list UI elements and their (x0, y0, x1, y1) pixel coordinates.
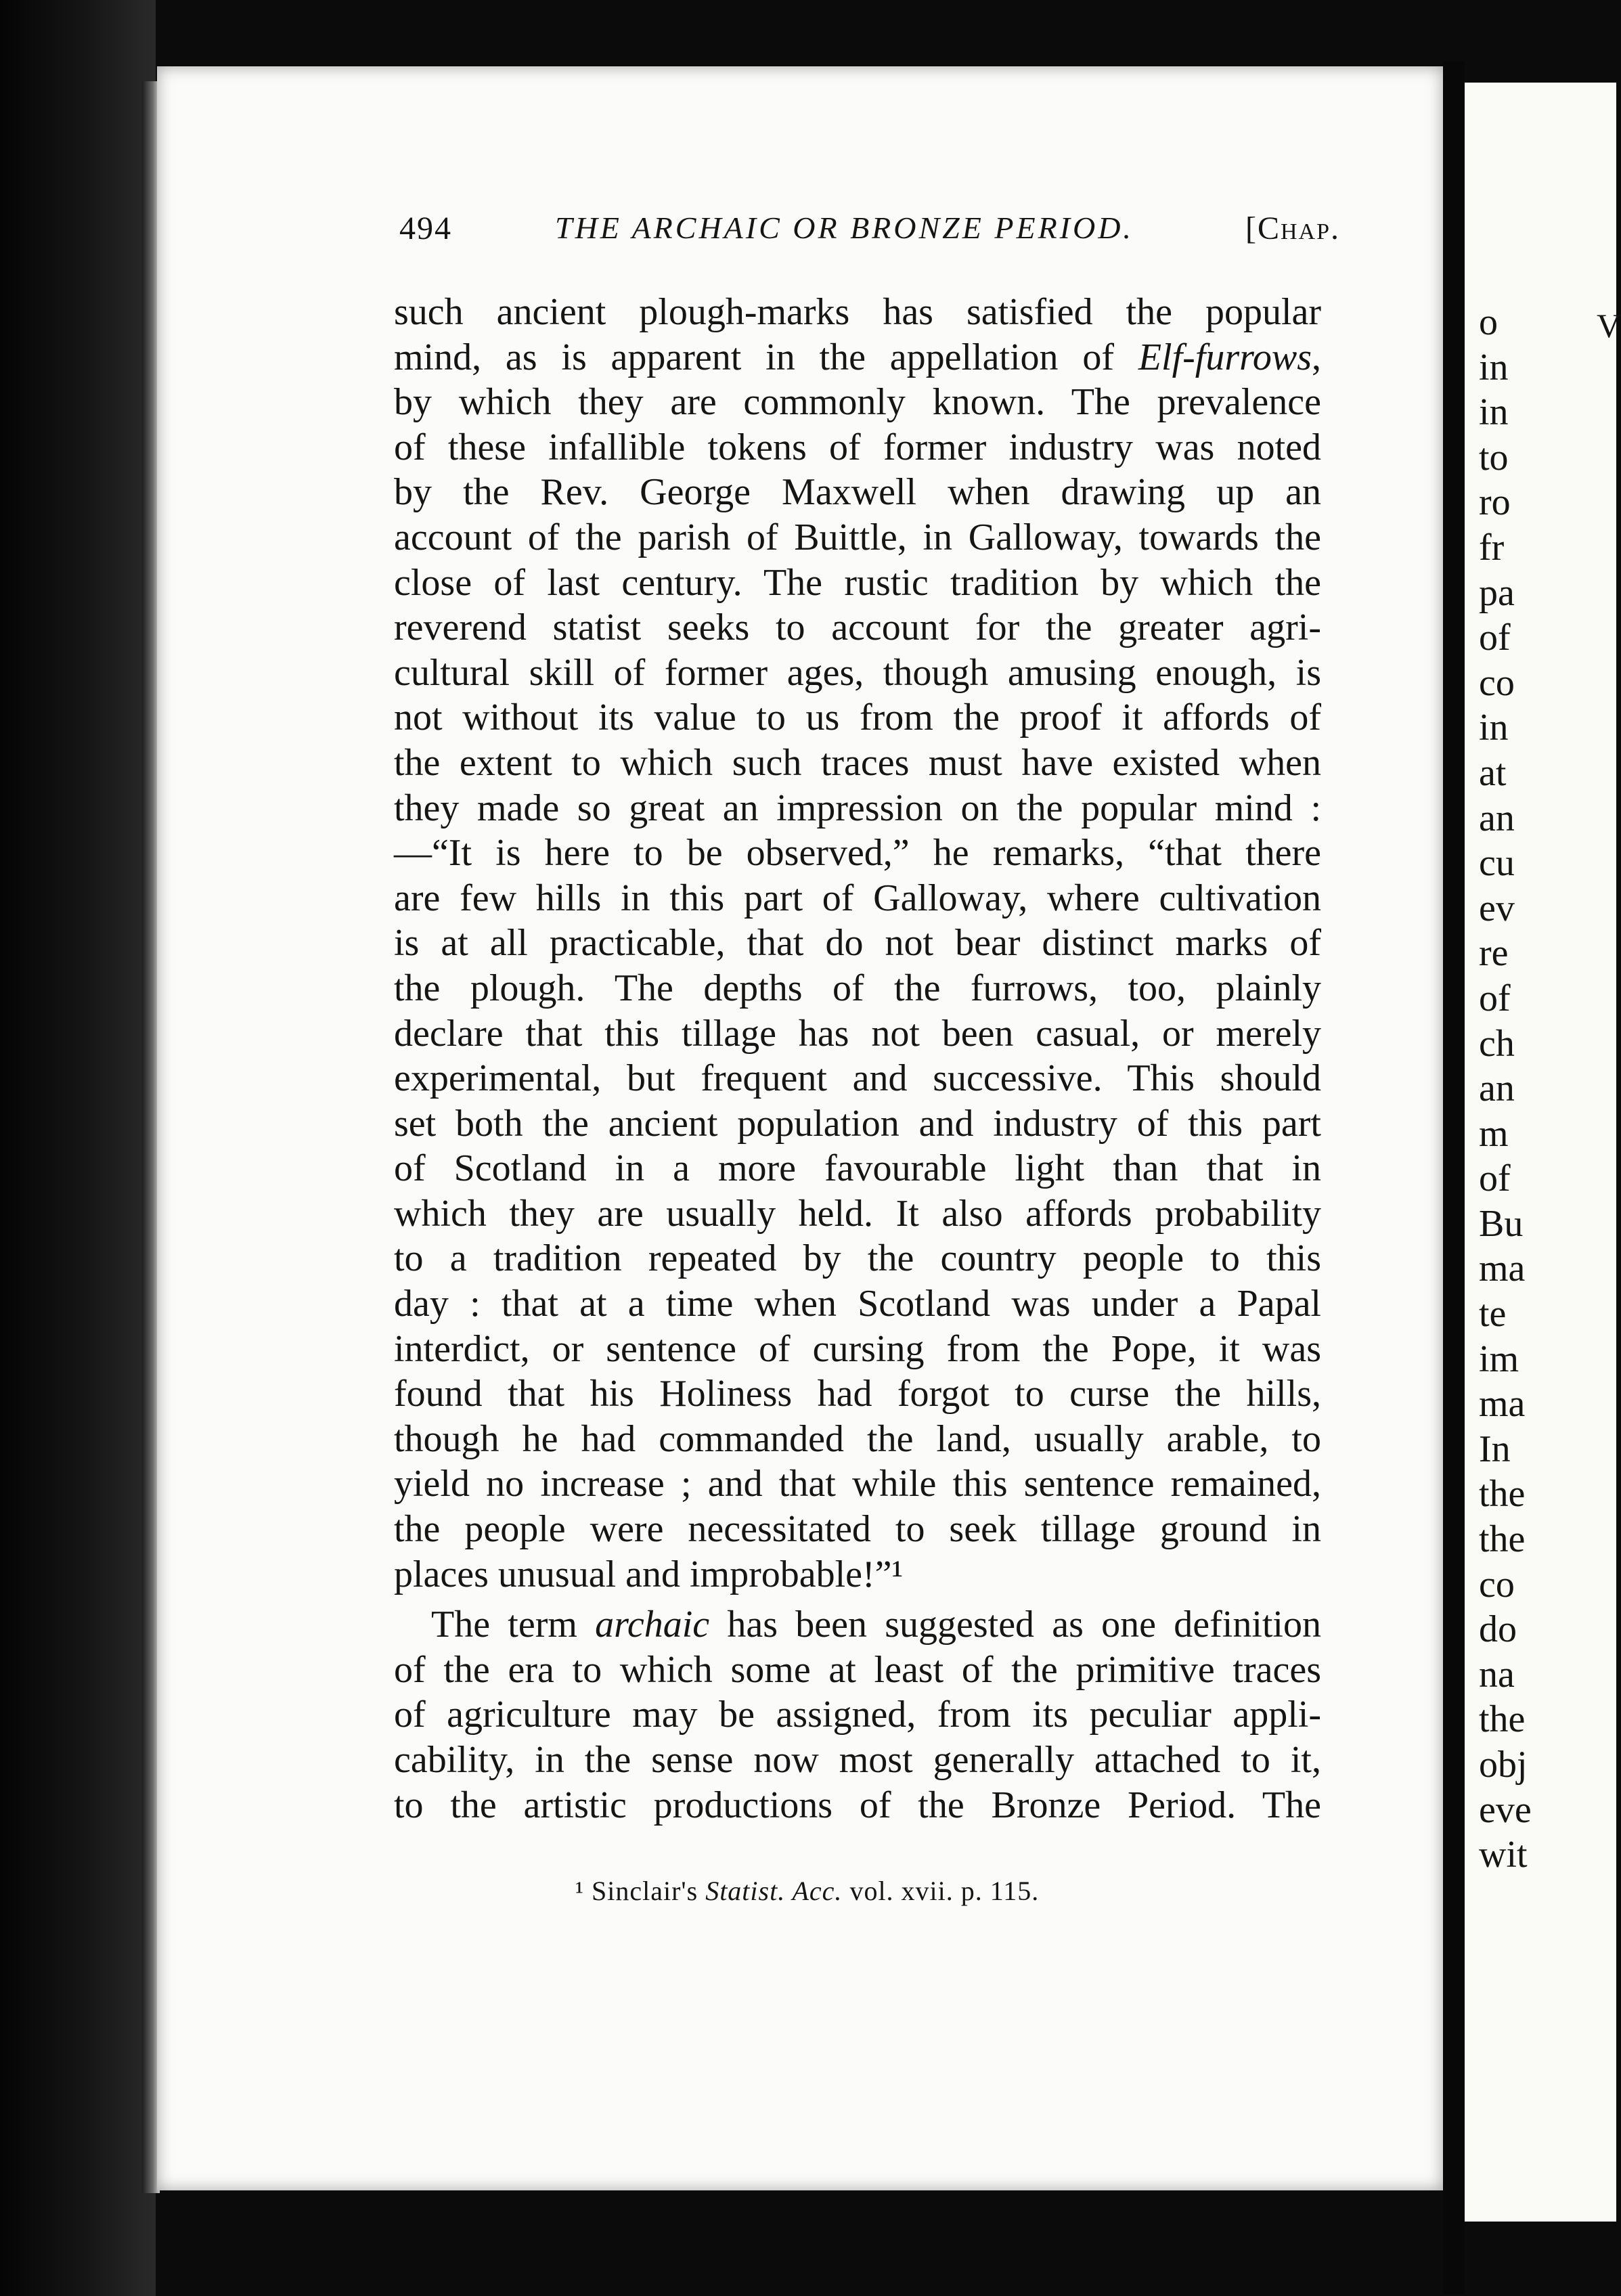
text-line: they made so great an impression on the popular mind : (394, 787, 1321, 829)
facing-page-fragment: obj (1479, 1744, 1528, 1786)
scan-dark-border (0, 0, 156, 2296)
text-line: declare that this tillage has not been casual, or merely (394, 1012, 1321, 1055)
facing-page-fragment: of (1479, 977, 1511, 1019)
facing-page-fragment: co (1479, 661, 1515, 704)
footnote-source: Statist. Acc. (705, 1876, 843, 1906)
facing-page-fragment: in (1479, 707, 1509, 749)
text-line: of the era to which some at least of the primitive traces (394, 1648, 1321, 1691)
text-line: to the artistic productions of the Bronze Period. The (394, 1784, 1321, 1826)
facing-page-fragment: co (1479, 1563, 1515, 1606)
facing-page-fragment: te (1479, 1293, 1507, 1335)
facing-page-fragment: in (1479, 391, 1509, 434)
text-line: found that his Holiness had forgot to curse the hills, (394, 1373, 1321, 1415)
paragraph-1 (394, 290, 1321, 1597)
facing-page-fragment: Bu (1479, 1202, 1524, 1245)
facing-page-fragment: at (1479, 751, 1507, 794)
facing-page-fragment: re (1479, 932, 1509, 975)
text-line: not without its value to us from the proof it affords of (394, 697, 1321, 739)
facing-page-fragment: do (1479, 1608, 1517, 1651)
facing-page-fragment: ma (1479, 1248, 1526, 1290)
facing-page-fragment: ch (1479, 1022, 1515, 1065)
facing-page-fragment: cu (1479, 842, 1515, 885)
text-line: account of the parish of Buittle, in Galloway, towards the (394, 516, 1321, 558)
chapter-marker: [Chap. (1245, 211, 1340, 246)
facing-page-fragment: eve (1479, 1788, 1532, 1831)
text-line: by the Rev. George Maxwell when drawing up an (394, 471, 1321, 514)
text-line: day : that at a time when Scotland was under a Papal (394, 1283, 1321, 1325)
facing-page-fragment: fr (1479, 526, 1505, 569)
text-line: close of last century. The rustic tradition by which the (394, 561, 1321, 604)
text-line: the extent to which such traces must have existed when (394, 741, 1321, 784)
footnote-reference: vol. xvii. p. 115. (849, 1876, 1040, 1906)
facing-page-fragment: na (1479, 1653, 1515, 1696)
facing-page-fragment: the (1479, 1518, 1526, 1561)
running-title: THE ARCHAIC OR BRONZE PERIOD. (555, 211, 1134, 245)
facing-page-fragment: in (1479, 346, 1509, 389)
text-line: of Scotland in a more favourable light than that in (394, 1147, 1321, 1190)
text-line: to a tradition repeated by the country people to this (394, 1237, 1321, 1280)
footnote (575, 1875, 1184, 1907)
facing-page-fragment: of (1479, 1157, 1511, 1200)
body-text (394, 290, 1321, 1828)
paragraph-2 (394, 1602, 1321, 1828)
facing-page-fragment: im (1479, 1338, 1519, 1380)
facing-page-fragment: an (1479, 1067, 1515, 1110)
text-line: are few hills in this part of Galloway, where cultivation (394, 877, 1321, 919)
text-line: by which they are commonly known. The prevalence (394, 381, 1321, 424)
text-line: the plough. The depths of the furrows, too, plainly (394, 967, 1321, 1009)
facing-page-fragment: of (1479, 617, 1511, 659)
text-line: is at all practicable, that do not bear distinct marks of (394, 922, 1321, 965)
facing-page-text (1479, 300, 1621, 1878)
text-line: places unusual and improbable!”¹ (394, 1553, 904, 1595)
facing-page-fragment: In (1479, 1428, 1511, 1470)
text-line: —“It is here to be observed,” he remarks, “that there (394, 832, 1321, 875)
facing-page-fragment: o (1479, 301, 1498, 343)
text-line: of these infallible tokens of former industry was noted (394, 426, 1321, 468)
facing-page-fragment: the (1479, 1698, 1526, 1741)
text-line: which they are usually held. It also affords probability (394, 1192, 1321, 1235)
text-line: the people were necessitated to seek tillage ground in (394, 1508, 1321, 1551)
facing-page-fragment: an (1479, 797, 1515, 839)
text-line: set both the ancient population and industry of this part (394, 1102, 1321, 1145)
text-line: The term archaic has been suggested as one definition (431, 1604, 1321, 1646)
text-line: yield no increase ; and that while this sentence remained, (394, 1463, 1321, 1505)
facing-page-fragment: the (1479, 1473, 1526, 1516)
facing-page-header: V (1597, 307, 1621, 345)
text-line: experimental, but frequent and successive. This should (394, 1057, 1321, 1100)
text-line: reverend statist seeks to account for the greater agri- (394, 606, 1321, 649)
facing-page-fragment: wit (1479, 1834, 1528, 1876)
text-line: cultural skill of former ages, though amusing enough, is (394, 651, 1321, 694)
facing-page-fragment: ro (1479, 481, 1511, 524)
text-line: interdict, or sentence of cursing from the Pope, it was (394, 1327, 1321, 1370)
facing-page-fragment: pa (1479, 571, 1515, 614)
facing-page-fragment: ma (1479, 1383, 1526, 1426)
text-line: mind, as is apparent in the appellation of Elf-furrows, (394, 336, 1321, 378)
book-gutter (1443, 61, 1465, 2295)
page-number: 494 (399, 211, 452, 246)
footnote-marker: ¹ Sinclair's (575, 1876, 698, 1906)
facing-page-fragment: m (1479, 1112, 1509, 1155)
page-header (399, 210, 1340, 264)
facing-page-fragment: to (1479, 436, 1509, 479)
text-line: such ancient plough-marks has satisfied the popular (394, 291, 1321, 333)
facing-page-fragment: ev (1479, 887, 1515, 929)
text-line: cability, in the sense now most generally attached to it, (394, 1739, 1321, 1781)
text-line: though he had commanded the land, usually arable, to (394, 1417, 1321, 1460)
text-line: of agriculture may be assigned, from its peculiar appli- (394, 1694, 1321, 1736)
